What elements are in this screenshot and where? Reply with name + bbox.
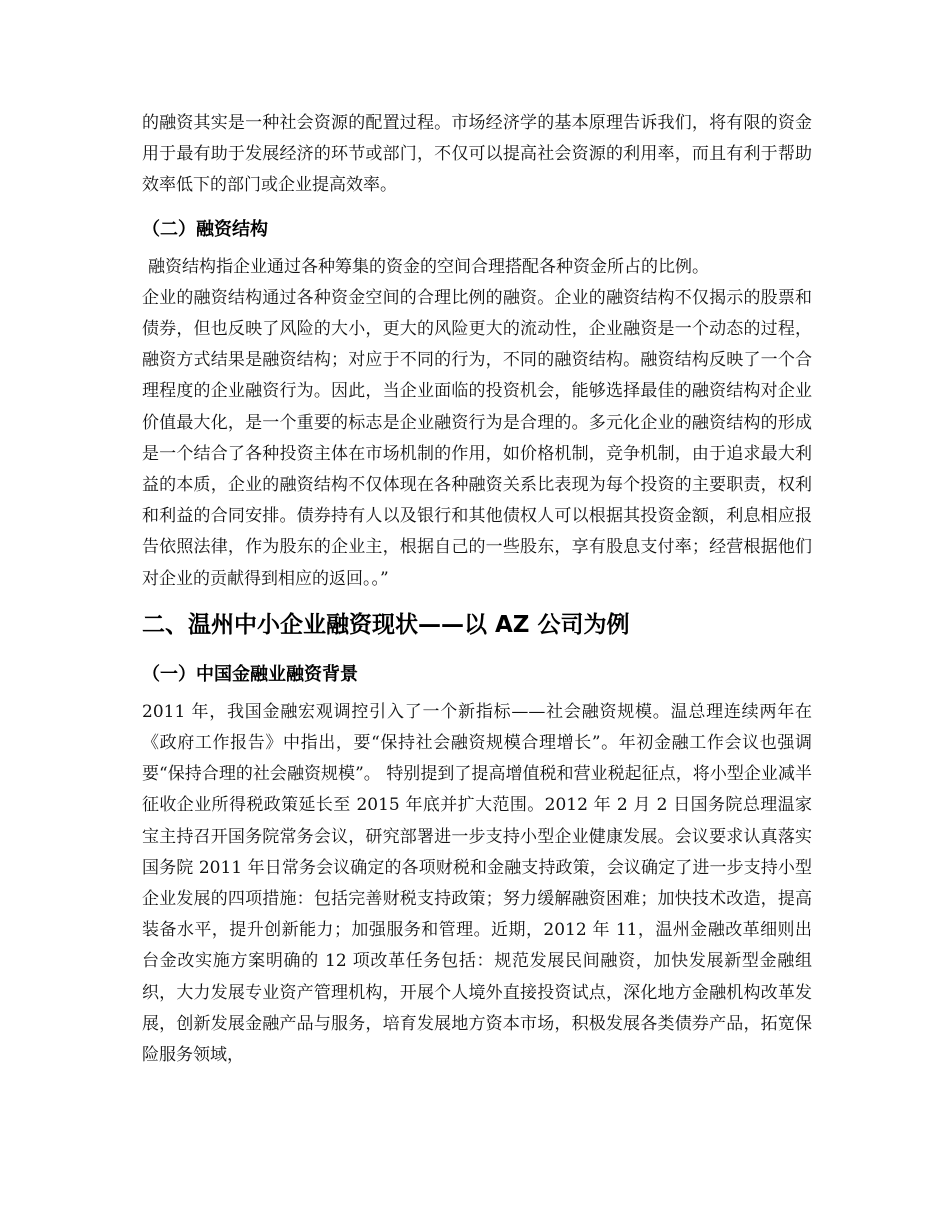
document-page (142, 108, 812, 1071)
intro-paragraph: 的融资其实是一种社会资源的配置过程。市场经济学的基本原理告诉我们，将有限的资金用于最有助于发展经济的环节或部门，不仅可以提高社会资源的利用率，而且有利于帮助效率低下的部门或企业提高效率。 (142, 113, 812, 196)
background-paragraph: 2011 年，我国金融宏观调控引入了一个新指标——社会融资规模。温总理连续两年在《政府工作报告》中指出，要“保持社会融资规模合理增长”。年初金融工作会议也强调要“保持合理的社会融资规模”。 特别提到了提高增值税和营业税起征点，将小型企业减半征收企业所得税政策延长至 2015 年底并扩大范围。2012 年 2 月 2 日国务院总理温家宝主持召开国务院常务会议，研究部署进一步支持小型企业健康发展。会议要求认真落实国务院 2011 年日常务会议确定的各项财税和金融支持政策，会议确定了进一步支持小型企业发展的四项措施：包括完善财税支持政策；努力缓解融资困难；加快技术改造，提高装备水平，提升创新能力；加强服务和管理。近期，2012 年 11，温州金融改革细则出台金改实施方案明确的 12 项改革任务包括：规范发展民间融资，加快发展新型金融组织，大力发展专业资产管理机构，开展个人境外直接投资试点，深化地方金融机构改革发展，创新发展金融产品与服务，培育发展地方资本市场，积极发展各类债券产品，拓宽保险服务领域， (142, 701, 812, 1066)
heading-financing-structure: （二）融资结构 (142, 218, 268, 240)
structure-definition-paragraph: 融资结构指企业通过各种筹集的资金的空间合理搭配各种资金所占的比例。 (148, 256, 709, 277)
structure-body-paragraph: 企业的融资结构通过各种资金空间的合理比例的融资。企业的融资结构不仅揭示的股票和债券，但也反映了风险的大小，更大的风险更大的流动性，企业融资是一个动态的过程，融资方式结果是融资结构；对应于不同的行为，不同的融资结构。融资结构反映了一个合理程度的企业融资行为。因此，当企业面临的投资机会，能够选择最佳的融资结构对企业价值最大化，是一个重要的标志是企业融资行为是合理的。多元化企业的融资结构的形成是一个结合了各种投资主体在市场机制的作用，如价格机制，竞争机制，由于追求最大利益的本质，企业的融资结构不仅体现在各种融资关系比表现为每个投资的主要职责，权利和利益的合同安排。债券持有人以及银行和其他债权人可以根据其投资金额，利息相应报告依照法律，作为股东的企业主，根据自己的一些股东，享有股息支付率；经营根据他们对企业的贡献得到相应的返回。。” (142, 287, 812, 589)
heading-section-two: 二、温州中小企业融资现状——以 AZ 公司为例 (142, 611, 630, 638)
heading-financial-background: （一）中国金融业融资背景 (142, 663, 358, 685)
